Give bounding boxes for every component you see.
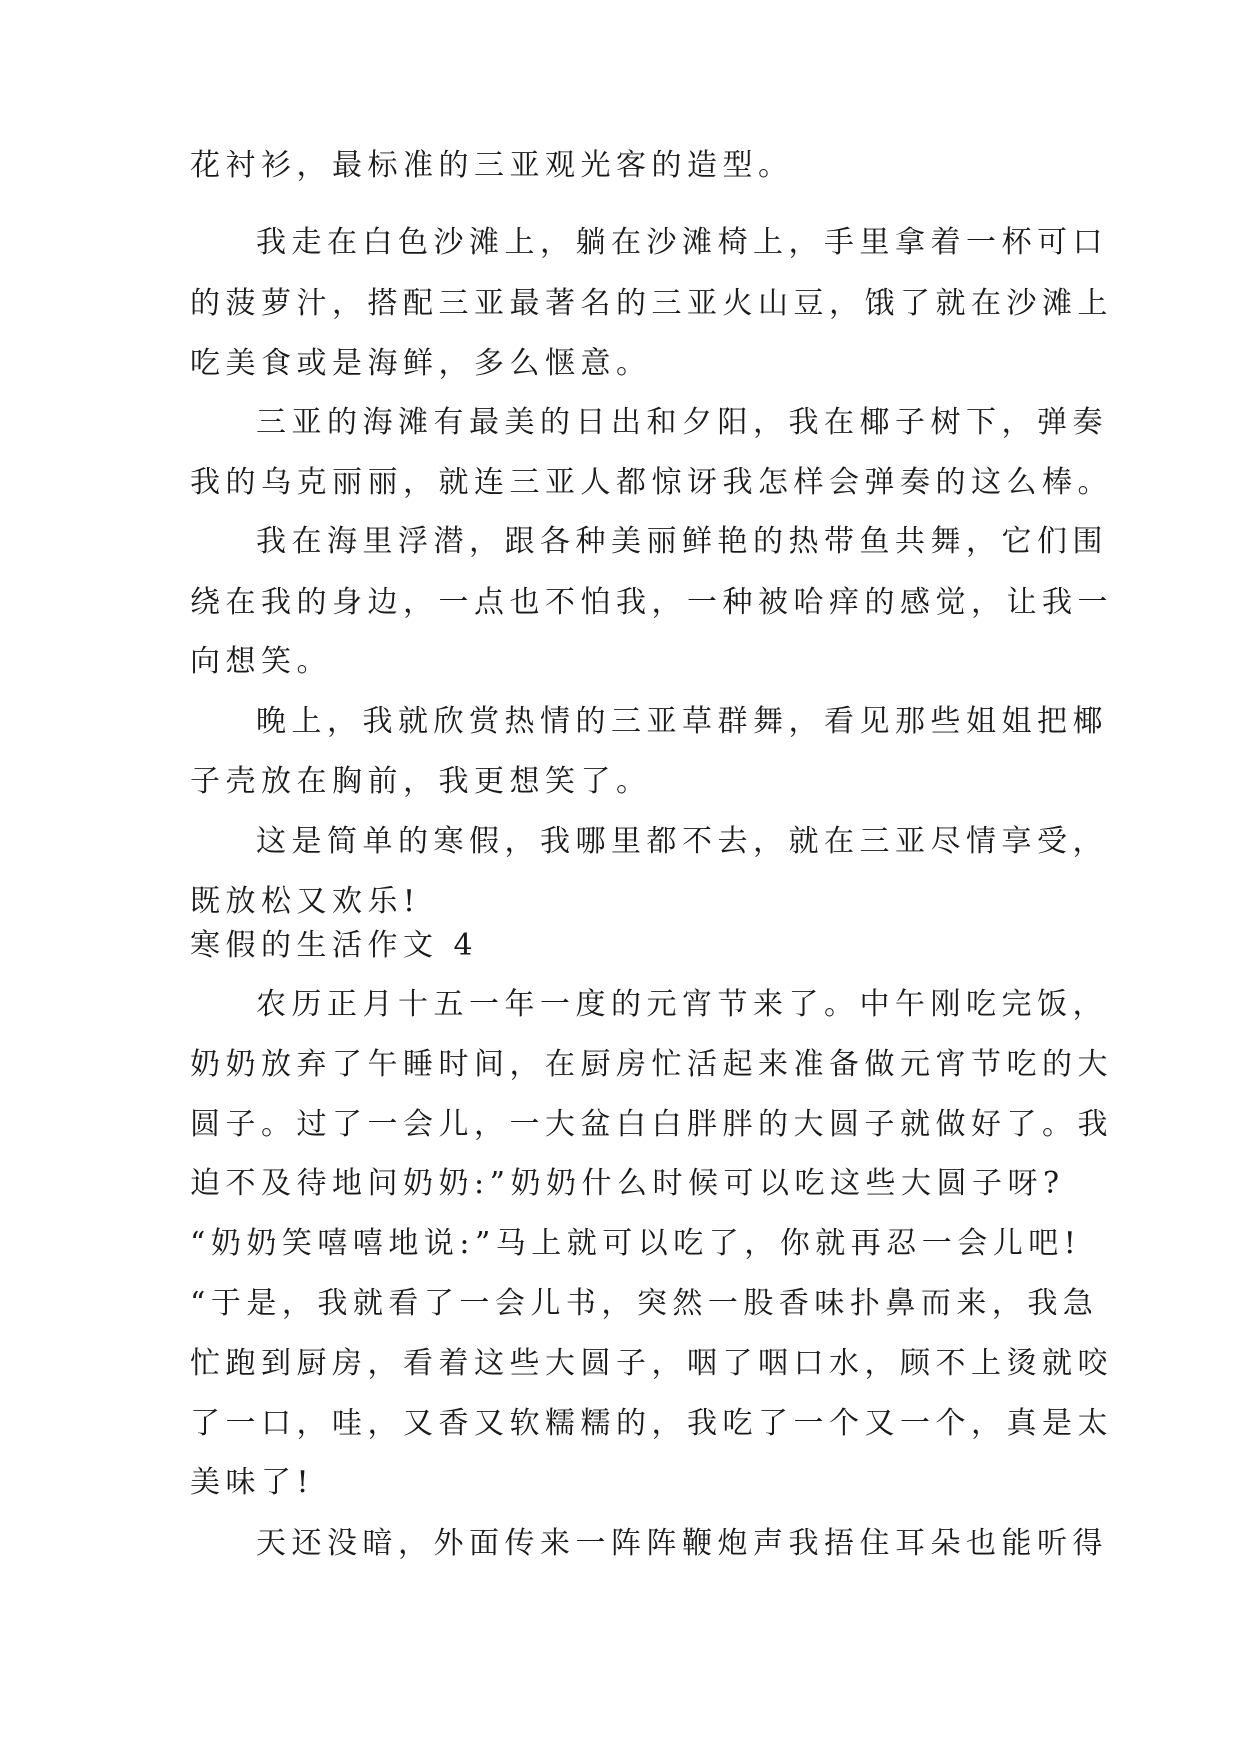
text-line: 天还没暗，外面传来一阵阵鞭炮声我捂住耳朵也能听得 — [256, 1526, 1108, 1561]
text-line: 吃美食或是海鲜，多么惬意。 — [190, 346, 652, 381]
text-line: “奶奶笑嘻嘻地说:”马上就可以吃了，你就再忍一会儿吧! — [190, 1226, 1082, 1261]
text-line: 我在海里浮潜，跟各种美丽鲜艳的热带鱼共舞，它们围 — [256, 524, 1108, 559]
text-line: 忙跑到厨房，看着这些大圆子，咽了咽口水，顾不上烫就咬 — [190, 1346, 1113, 1381]
text-line: 圆子。过了一会儿，一大盆白白胖胖的大圆子就做好了。我 — [190, 1107, 1113, 1142]
text-line: 向想笑。 — [190, 644, 332, 679]
text-line: 农历正月十五一年一度的元宵节来了。中午刚吃完饭， — [256, 987, 1108, 1022]
text-line: 我的乌克丽丽，就连三亚人都惊讶我怎样会弹奏的这么棒。 — [190, 465, 1113, 500]
text-line: 美味了! — [190, 1465, 315, 1500]
text-line: “于是，我就看了一会儿书，突然一股香味扑鼻而来，我急 — [190, 1286, 1099, 1321]
text-line: 这是简单的寒假，我哪里都不去，就在三亚尽情享受， — [256, 824, 1108, 859]
text-line: 的菠萝汁，搭配三亚最著名的三亚火山豆，饿了就在沙滩上 — [190, 286, 1113, 321]
text-line: 绕在我的身边，一点也不怕我，一种被哈痒的感觉，让我一 — [190, 585, 1113, 620]
text-line: 晚上，我就欣赏热情的三亚草群舞，看见那些姐姐把椰 — [256, 704, 1108, 739]
text-line: 花衬衫，最标准的三亚观光客的造型。 — [190, 148, 794, 183]
text-line: 三亚的海滩有最美的日出和夕阳，我在椰子树下，弹奏 — [256, 405, 1108, 440]
text-line: 我走在白色沙滩上，躺在沙滩椅上，手里拿着一杯可口 — [256, 225, 1108, 260]
text-line: 奶奶放弃了午睡时间，在厨房忙活起来准备做元宵节吃的大 — [190, 1047, 1113, 1082]
section-heading: 寒假的生活作文 4 — [190, 928, 479, 963]
text-line: 子壳放在胸前，我更想笑了。 — [190, 764, 652, 799]
text-line: 迫不及待地问奶奶:”奶奶什么时候可以吃这些大圆子呀? — [190, 1166, 1065, 1201]
text-line: 既放松又欢乐! — [190, 884, 421, 919]
text-line: 了一口，哇，又香又软糯糯的，我吃了一个又一个，真是太 — [190, 1406, 1113, 1441]
